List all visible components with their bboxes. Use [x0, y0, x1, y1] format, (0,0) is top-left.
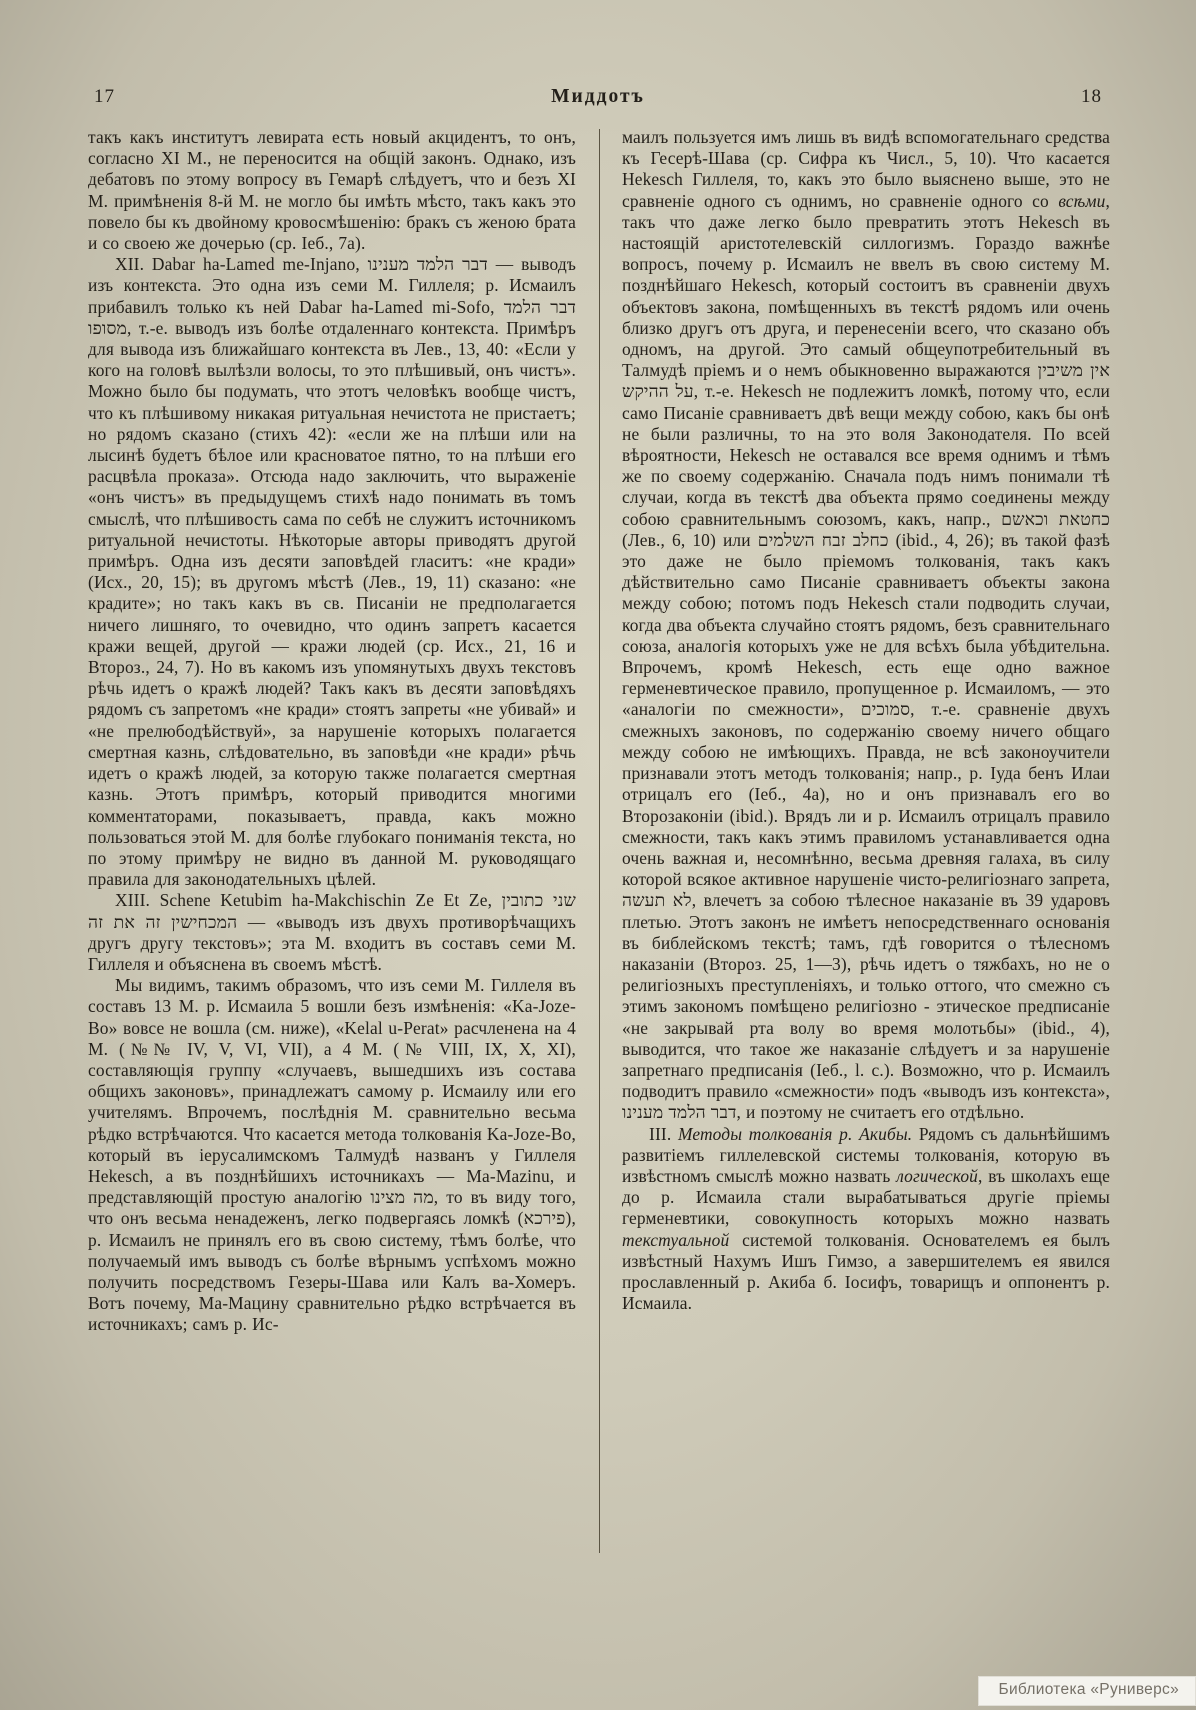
- paragraph: Мы видимъ, такимъ образомъ, что изъ семи М. Гиллеля въ составъ 13 М. р. Исмаила 5 вошли безъ измѣненія: «Ka-Joze-Bo» вовсе не вошла (см. ниже), «Kelal u-Perat» расчленена на 4 М. (№№ IV, V, VI, VII), а 4 М. (№ VIII, IX, X, XI), составляющія группу «случаевъ, вышедшихъ изъ состава общихъ законовъ», принадлежатъ самому р. Исмаилу или его учителямъ. Впрочемъ, послѣднія М. сравнительно весьма рѣдко встрѣчаются. Что касается метода толкованія Ka-Joze-Bo, который въ іерусалимскомъ Талмудѣ названъ у Гиллеля Hekesch, а въ позднѣйшихъ источникахъ — Ma-Mazinu, и представляющій простую аналогію מה מצינו, то въ виду того, что онъ весьма ненадеженъ, легко подвергаясь ломкѣ (פירכא), р. Исмаилъ не принялъ его въ свою систему, тѣмъ болѣе, что получаемый имъ выводъ съ болѣе вѣрнымъ успѣхомъ можно получить посредствомъ Гезеры-Шава или Калъ ва-Хомеръ. Вотъ почему, Ма-Мацину сравнительно рѣдко встрѣчается въ источникахъ; самъ р. Ис-: [88, 975, 576, 1335]
- page-title: Миддотъ: [551, 86, 645, 107]
- paragraph: такъ какъ институтъ левирата есть новый акцидентъ, то онъ, согласно XI М., не переносится на общій законъ. Однако, изъ дебатовъ по этому вопросу въ Гемарѣ слѣдуетъ, что и безъ XI М. примѣненія 8-й М. не могло бы имѣть мѣсто, такъ какъ это повело бы къ двойному кровосмѣшенію: бракъ съ женою брата и со своею же дочерью (ср. Іеб., 7а).: [88, 127, 576, 254]
- page-number-right: 18: [1081, 86, 1102, 107]
- text-column-right: [622, 127, 1110, 1314]
- page-number-left: 17: [94, 86, 115, 107]
- paragraph: XII. Dabar ha-Lamed me-Injano, דבר הלמד מענינו — выводъ изъ контекста. Это одна изъ семи М. Гиллеля; р. Исмаилъ прибавилъ только къ ней Dabar ha-Lamed mi-Sofo, דבר הלמד מסופו, т.-е. выводъ изъ болѣе отдаленнаго контекста. Примѣръ для вывода изъ ближайшаго контекста въ Лев., 13, 40: «Если у кого на головѣ вылѣзли волосы, то это плѣшивый, онъ чистъ». Можно было бы подумать, что этотъ человѣкъ вообще чистъ, что къ плѣшивому никакая ритуальная нечистота не пристаетъ; но рядомъ сказано (стихъ 42): «если же на плѣши или на лысинѣ будетъ бѣлое или красноватое пятно, то на плѣши его расцвѣла проказа». Отсюда надо заключить, что выраженіе «онъ чистъ» въ предыдущемъ стихѣ надо понимать въ томъ смыслѣ, что плѣшивость сама по себѣ не служитъ источникомъ ритуальной нечистоты. Нѣкоторые авторы приводятъ другой примѣръ. Одна изъ десяти заповѣдей гласитъ: «не кради» (Исх., 20, 15); въ другомъ мѣстѣ (Лев., 19, 11) сказано: «не крадите»; но такъ какъ въ св. Писаніи не предполагается ничего лишняго, то очевидно, что одинъ запретъ касается кражи вещей, другой — кражи людей (ср. Исх., 21, 16 и Второз., 24, 7). Но въ какомъ изъ упомянутыхъ двухъ текстовъ рѣчь идетъ о кражѣ людей? Такъ какъ въ десяти заповѣдяхъ рядомъ съ запретомъ «не кради» стоятъ запреты «не убивай» и «не прелюбодѣйствуй», за нарушеніе которыхъ полагается смертная казнь, слѣдовательно, въ заповѣди «не кради» рѣчь идетъ о кражѣ людей, за которую также полагается смертная казнь. Этотъ примѣръ, который приводится многими комментаторами, показываетъ, правда, какъ можно пользоваться этой М. для болѣе глубокаго пониманія текста, но по этому примѣру не видно въ данной М. руководящаго правила для законодательныхъ цѣлей.: [88, 254, 576, 890]
- page-header: [90, 86, 1106, 114]
- paragraph: маилъ пользуется имъ лишь въ видѣ вспомогательнаго средства къ Гесерѣ-Шава (ср. Сифра къ Числ., 5, 10). Что касается Hekesch Гиллеля, то, какъ это было выяснено выше, это не сравненіе одного съ однимъ, но сравненіе одного со всѣми, такъ что даже легко было превратить этотъ Hekesch въ настоящій аристотелевскій силлогизмъ. Гораздо важнѣе вопросъ, почему р. Исмаилъ не ввелъ въ свою систему М. позднѣйшаго Hekesch, который состоитъ въ сравненіи двухъ объектовъ закона, помѣщенныхъ въ текстѣ рядомъ или очень близко другъ отъ друга, и перенесеніи всего, что сказано объ одномъ, на другой. Это самый общеупотребительный въ Талмудѣ пріемъ и о немъ обыкновенно выражаются אין משיבין על ההיקש, т.-е. Hekesch не подлежитъ ломкѣ, потому что, если само Писаніе сравниваетъ двѣ вещи между собою, какъ бы онѣ не были различны, то на это воля Законодателя. По всей вѣроятности, Hekesch не оставался все время однимъ и тѣмъ же по своему содержанію. Сначала подъ нимъ понимали тѣ случаи, когда въ текстѣ два объекта прямо соединены между собою сравнительнымъ союзомъ, какъ, напр., כחטאת וכאשם (Лев., 6, 10) или כחלב זבח השלמים (ibid., 4, 26); въ такой фазѣ это даже не было пріемомъ толкованія, такъ какъ дѣйствительно само Писаніе сравниваетъ объекты закона между собою; потомъ подъ Hekesch стали подводить случаи, когда два объекта случайно стоятъ рядомъ, безъ сравнительнаго союза, аналогія которыхъ уже не для всѣхъ была убѣдительна. Впрочемъ, кромѣ Hekesch, есть еще одно важное герменевтическое правило, пропущенное р. Исмаиломъ, — это «аналогіи по смежности», סמוכים, т.-е. сравненіе двухъ смежныхъ законовъ, по содержанію своему ничего общаго между собою не имѣющихъ. Правда, не всѣ законоучители признавали этотъ методъ толкованія; напр., р. Іуда бенъ Илаи отрицалъ его (Іеб., 4а), но и онъ признавалъ его во Второзаконіи (ibid.). Врядъ ли и р. Исмаилъ отрицалъ правило смежности, такъ какъ этимъ правиломъ устанавливается одна очень важная и, несомнѣнно, весьма древняя галаха, въ силу которой всякое активное нарушеніе чисто-религіознаго запрета, לא תעשה, влечетъ за собою тѣлесное наказаніе въ 39 ударовъ плетью. Этотъ законъ не имѣетъ непосредственнаго основанія въ библейскомъ текстѣ; тамъ, гдѣ говорится о тѣлесномъ наказаніи (Второз. 25, 1—3), рѣчь идетъ о тяжбахъ, но не о религіозныхъ преступленіяхъ, и только оттого, что смежно съ этимъ закономъ помѣщено религіозно - этическое предписаніе «не закрывай рта волу во время молотьбы» (ibid., 4), выводится, что такое же наказаніе слѣдуетъ и за нарушеніе запретнаго предписанія (Іеб., l. c.). Возможно, что р. Исмаилъ подводитъ правило «смежности» подъ «выводъ изъ контекста», דבר הלמד מענינו, и поэтому не считаетъ его отдѣльно.: [622, 127, 1110, 1123]
- text-column-left: [88, 127, 576, 1336]
- library-watermark: [978, 1676, 1196, 1706]
- watermark-label: Библиотека «Руниверс»: [998, 1681, 1179, 1698]
- paragraph: III. Методы толкованія р. Акибы. Рядомъ съ дальнѣйшимъ развитіемъ гиллелевской системы толкованія, которую въ извѣстномъ смыслѣ можно назвать логической, въ школахъ еще до р. Исмаила стали вырабатываться другіе пріемы герменевтики, совокупность которыхъ можно назвать текстуальной системой толкованія. Основателемъ ея былъ извѣстный Нахумъ Ишъ Гимзо, а завершителемъ ея явился прославленный р. Акиба б. Іосифъ, товарищъ и оппонентъ р. Исмаила.: [622, 1123, 1110, 1314]
- column-divider: [599, 129, 600, 1553]
- paragraph: XIII. Schene Ketubim ha-Makchischin Ze Et Ze, שני כתובין המכחישין זה את זה — «выводъ изъ двухъ противорѣчащихъ другъ другу текстовъ»; эта М. входитъ въ составъ семи М. Гиллеля и объяснена въ своемъ мѣстѣ.: [88, 890, 576, 974]
- two-column-text-area: [88, 127, 1110, 1553]
